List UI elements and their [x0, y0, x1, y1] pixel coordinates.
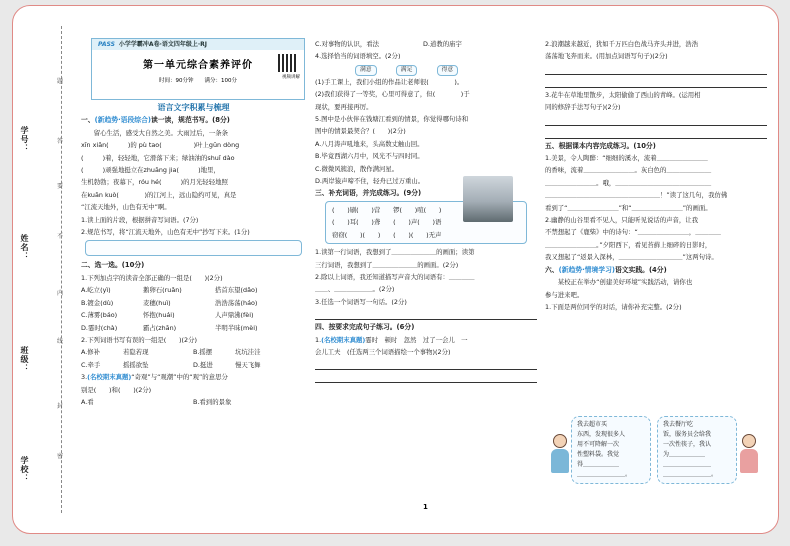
idiom-row[interactable]: ( )刷( )营 锣( )喧( ) [332, 205, 442, 214]
option-word: 鹅卵石(ruǎn) [143, 286, 182, 295]
q3-2b: ＿＿、＿＿＿＿＿＿。(2分) [315, 285, 395, 294]
q1-1: 1.读上面的片段，根据拼音写词语。(7分) [81, 215, 199, 224]
q5-1a: 1.美景，令人陶醉：“细细的溪水，流着＿＿＿＿＿＿＿＿ [545, 154, 708, 163]
answer-line[interactable] [315, 308, 537, 320]
class-label: 班级： [20, 346, 29, 373]
q2-1: 1.下列加点字的读音全部正确的一组是( )(2分) [81, 273, 223, 282]
exam-header [91, 38, 305, 100]
option-b[interactable]: B.看到的景象 [193, 397, 232, 406]
student-left-illustration [550, 434, 570, 474]
option-d[interactable]: D.两岸猿声啼不住，轻舟已过万重山。 [315, 177, 425, 186]
option-c[interactable]: C.薄雾(báo) [81, 311, 118, 320]
column-2: C.对事物的认识，看法 D.道教的庙宇 4.选择恰当的词语填空。(2分) 满意 满足 得意 (1)手工课上，我们小组的作品让老师很( )。 (2)我们获得了一等奖，心里可得意了，但( )于 现状，要再接再厉。 5.图中是小伙伴在钱塘江看到的情景，你觉得哪句诗和 图中的情景最契合？( )(2分) A.八月涛声吼地来，头高数丈触山回。 B.毕竟西湖六月中，风光不与四时同。 C.微微风簇浪，散作满河星。 D.两岸猿声啼不住，轻舟已过万重山。 三、补充词语，并完成练习。(9分) ( )刷( )营 锣( )喧( ) ( )耳( )聋 ( )声( )语 窃窃( )( ) ( )( )无声 1.读第一行词语，我想到了＿＿＿＿＿＿＿的画面；读第 三行词语，我想到了＿＿＿＿＿＿＿的画面。(2分) 2.除以上词语，我还知道描写声音大的词语有：＿＿＿＿ ＿＿、＿＿＿＿＿＿。(2分) 3.任选一个词语写一句话。(2分) 四、按要求完成句子练习。(6分) 1.(名校期末真题)霎时 顿时 忽然 过了一会儿 一 会儿工夫 (任选两三个词语描绘一个事物)(2分) [315, 38, 537, 384]
q6-1: 1.下面是两位同学的对话，请你补充完整。(2分) [545, 302, 682, 311]
q5-title: 五、根据课本内容完成练习。(10分) [545, 141, 656, 150]
seal-mark: 答 [57, 138, 64, 145]
page-number: 1 [423, 503, 428, 511]
q6-intro2: 参与进来吧。 [545, 290, 584, 299]
passage-line: ( )着，轻轻地，它滑落下来；绿油油的shuǐ dào [81, 153, 235, 162]
q2-title: 二、选一选。(10分) [81, 261, 145, 270]
binding-margin [13, 6, 83, 533]
exam-title: 第一单元综合素养评价 [143, 60, 253, 71]
q5-1e: 看到了“＿＿＿＿＿＿＿＿”和“＿＿＿＿＿＿＿＿”的画面。 [545, 203, 712, 212]
q4b-1b: 会儿工夫 (任选两三个词语描绘一个事物)(2分) [315, 347, 451, 356]
option-d[interactable]: D.挺进 [193, 360, 213, 369]
q2b: 荡荡地飞奔而来。(用加点词语写句子)(2分) [545, 52, 668, 61]
q1-tag: (新趋势·语段综合) [94, 116, 151, 125]
option-c[interactable]: C.对事物的认识，看法 [315, 40, 380, 48]
q3-1b: 三行词语，我想到了＿＿＿＿＿＿＿的画面。(2分) [315, 260, 459, 269]
passage-line: ( )顽强地挺立在zhuāng jia( )地里， [81, 166, 220, 175]
q3a: 3.花牛在草地里散步，太阳偷偷了西山的青峰。(运用相 [545, 90, 701, 99]
speech-bubble-right[interactable]: 我去餐厅吃 饭，服务员会给我 一次性筷子，我认 为＿＿＿＿＿＿ ＿＿＿＿＿＿＿＿ ＿＿＿＿＿＿＿＿。 [657, 416, 737, 484]
option-word: 若隐若现 [123, 348, 149, 357]
q6-title: 语文实践。(4分) [614, 265, 667, 274]
q4: 4.选择恰当的词语填空。(2分) [315, 52, 401, 61]
passage-line: 在kuān kuò( )的江河上，远山隐约可见，真是 [81, 190, 237, 199]
column-3 [545, 38, 767, 313]
tide-photo [463, 176, 513, 222]
option-word: 坑坑洼洼 [235, 348, 261, 357]
qr-code-icon[interactable] [278, 54, 296, 72]
option-d[interactable]: D.道教的庙宇 [423, 40, 462, 48]
passage-line: 留心生活，感受大自然之美。大雨过后，一条条 [81, 128, 228, 137]
option-word: 半明半昧(mèi) [215, 323, 258, 332]
option-word: 浩浩荡荡(háo) [215, 298, 258, 307]
option-word: 霸占(zhān) [143, 323, 177, 332]
school-label: 学校： [20, 456, 29, 483]
q4-2b: 现状，要再接再厉。 [315, 102, 373, 111]
idiom-row[interactable]: ( )耳( )聋 ( )声( )语 [332, 218, 442, 227]
passage-line: “江流天地外，山色有无中”啊。 [81, 203, 171, 212]
seal-mark: 内 [57, 290, 64, 297]
seal-mark: 密 [57, 453, 64, 460]
answer-line[interactable] [545, 76, 767, 88]
q2a: 2.浪潮越来越近，犹如千万匹白色战马齐头并进，浩浩 [545, 40, 699, 48]
option-c[interactable]: C.微微风簇浪，散作满河星。 [315, 164, 399, 173]
q4-2a: (2)我们获得了一等奖，心里可得意了，但( )于 [315, 90, 470, 99]
series-label: 小学学霸冲A卷·语文四年级上·RJ [118, 41, 207, 48]
answer-line[interactable] [545, 114, 767, 126]
answer-line[interactable] [315, 358, 537, 370]
answer-line[interactable] [545, 63, 767, 75]
q2-2: 2.下列词语书写有误的一组是( )(2分) [81, 335, 197, 344]
option-word: 搭首东望(dǎo) [215, 286, 258, 295]
q4-1: (1)手工课上，我们小组的作品让老师很( )。 [315, 77, 464, 86]
q5-1b: 的香味，流着＿＿＿＿＿＿＿＿。灰白色的＿＿＿＿＿＿＿ [545, 166, 712, 175]
copy-box-input[interactable] [85, 240, 302, 256]
score-label: 满分：100分 [204, 78, 237, 84]
option-a[interactable]: A.修补 [81, 348, 101, 357]
q3b: 同的修辞手法写句子)(2分) [545, 103, 621, 112]
option-word: 摇摇欲坠 [123, 360, 149, 369]
q6-number: 六、 [545, 265, 559, 274]
seal-mark: 封 [57, 403, 64, 410]
idiom-row[interactable]: 窃窃( )( ) ( )( )无声 [332, 230, 442, 239]
option-b[interactable]: B.毕竟西湖六月中，风光不与四时同。 [315, 152, 424, 161]
q4b-1: 霎时 顿时 忽然 过了一会儿 一 [365, 335, 468, 344]
name-label: 姓名： [20, 234, 29, 261]
q2-3: “奇观”与“观潮”中的“观”的意思分 [131, 373, 228, 382]
q6-intro: 某校正在举办“创建美好环境”实践活动，请你也 [545, 278, 693, 287]
option-a[interactable]: A.看 [81, 397, 94, 406]
q3-1a: 1.读第一行词语，我想到了＿＿＿＿＿＿＿的画面；读第 [315, 248, 475, 257]
q3-title: 三、补充词语，并完成练习。(9分) [315, 189, 422, 198]
passage-line: 生机勃勃；夜幕下，róu hé( )的月光轻轻地照 [81, 178, 228, 187]
word-pill: 满意 [355, 65, 377, 76]
q6-tag: (新趋势·情境学习) [558, 265, 615, 274]
q5-1c: ＿＿＿＿＿＿＿＿。哦，＿＿＿＿＿＿＿＿＿＿＿＿＿＿＿ [545, 178, 712, 187]
option-c[interactable]: C.牵手 [81, 360, 101, 369]
q5-1d: ＿＿＿＿＿＿＿＿＿＿＿＿＿＿＿＿＿＿！”读了这几句，我仿佛 [545, 191, 728, 200]
q5a: 5.图中是小伙伴在钱塘江看到的情景，你觉得哪句诗和 [315, 115, 469, 124]
option-b[interactable]: B.摇摆 [193, 348, 213, 357]
option-d[interactable]: D.霎时(chà) [81, 323, 118, 332]
q4b-title: 四、按要求完成句子练习。(6分) [315, 323, 415, 332]
time-label: 时间：90分钟 [158, 78, 194, 84]
speech-bubble-left[interactable]: 我去超市买 东西，发现很多人 用不可降解一次 性塑料袋。我觉 得＿＿＿＿＿＿ ＿＿＿＿＿＿＿＿。 [571, 416, 651, 484]
option-word: 怀抱(huái) [143, 311, 175, 320]
word-pill: 满足 [396, 65, 418, 76]
option-word: 人声鼎沸(fèi) [215, 311, 254, 320]
q4b-1-tag: (名校期末真题) [321, 335, 366, 344]
q5b: 图中的情景最契合？( )(2分) [315, 127, 406, 136]
q5-2d: 我又想起了“返景入深林，＿＿＿＿＿＿＿＿＿＿”这两句诗。 [545, 253, 718, 262]
option-word: 慢天飞舞 [235, 360, 261, 369]
option-a[interactable]: A.八月涛声吼地来，头高数丈触山回。 [315, 139, 424, 148]
exam-paper [12, 5, 779, 534]
word-pill: 得意 [437, 65, 459, 76]
answer-line[interactable] [315, 371, 537, 383]
q5-2b: 不禁想起了《鹿柴》中的诗句：“＿＿＿＿＿＿＿＿，＿＿＿＿ [545, 228, 721, 237]
column-1: 语言文字积累与梳理 一、(新趋势·语段综合)读一读，规范书写。(8分) 留心生活，感受大自然之美。大雨过后，一条条 xīn xiān( )的 pù tao( )叶上gūn dòng ( )着，轻轻地，它滑落下来；绿油油的shuǐ dào ( )顽强地挺立在zhuāng jia( )地里， 生机勃勃；夜幕下，róu hé( )的月光轻轻地照 在kuān kuò( )的江河上，远山隐约可见，真是 “江流天地外，山色有无中”啊。 1.读上面的片段，根据拼音写词语。(7分) 2.规范书写，将“江流天地外，山色有无中”抄写下来。(1分) 二、选一选。(10分) 1.下列加点字的读音全部正确的一组是( )(2分) A.屹立(yì) 鹅卵石(ruǎn) 搭首东望(dǎo) B.镀金(dù) 麦穗(huì) 浩浩荡荡(háo) C.薄雾(báo) 怀抱(huái) 人声鼎沸(fèi) D.霎时(chà) 霸占(zhān) 半明半昧(mèi) 2.下列词语书写有误的一组是( )(2分) A.修补 若隐若现 B.摇摆 坑坑洼洼 C.牵手 摇摇欲坠 D.挺进 慢天飞舞 3.(名校期末真题)“奇观”与“观潮”中的“观”的意思分 别是( )和( )(2分) A.看 B.看到的景象 [81, 102, 306, 408]
q3-2: 2.除以上词语，我还知道描写声音大的词语有：＿＿＿＿ [315, 272, 475, 281]
q1-2: 2.规范书写，将“江流天地外，山色有无中”抄写下来。(1分) [81, 228, 250, 237]
option-b[interactable]: B.镀金(dù) [81, 298, 114, 307]
option-a[interactable]: A.屹立(yì) [81, 286, 111, 295]
student-id-label: 学号： [20, 126, 29, 153]
section-title: 语言文字积累与梳理 [157, 103, 230, 112]
q2-3b: 别是( )和( )(2分) [81, 385, 152, 394]
option-word: 麦穗(huì) [143, 298, 171, 307]
q5-2a: 2.幽静的山谷里看不见人，只能听见说话的声音，让我 [545, 216, 699, 225]
student-right-illustration [739, 434, 759, 474]
brand-logo: PASS [98, 41, 115, 48]
seal-mark: 线 [57, 338, 64, 345]
q1-number: 一、 [81, 116, 95, 125]
video-label: 视频讲解 [282, 75, 300, 80]
seal-mark: 题 [57, 78, 64, 85]
q1-title: 读一读，规范书写。(8分) [150, 116, 230, 125]
q2-3-tag: (名校期末真题) [87, 373, 132, 382]
q5-2c: ＿＿＿＿＿＿＿＿。”夕阳西下，看见苔藓上细碎的日影时， [545, 240, 712, 249]
seal-mark: 不 [57, 233, 64, 240]
seal-mark: 要 [57, 183, 64, 190]
answer-line[interactable] [545, 127, 767, 139]
passage-line: xīn xiān( )的 pù tao( )叶上gūn dòng [81, 141, 240, 150]
seal-line [61, 26, 62, 513]
q3-3: 3.任选一个词语写一句话。(2分) [315, 297, 407, 306]
